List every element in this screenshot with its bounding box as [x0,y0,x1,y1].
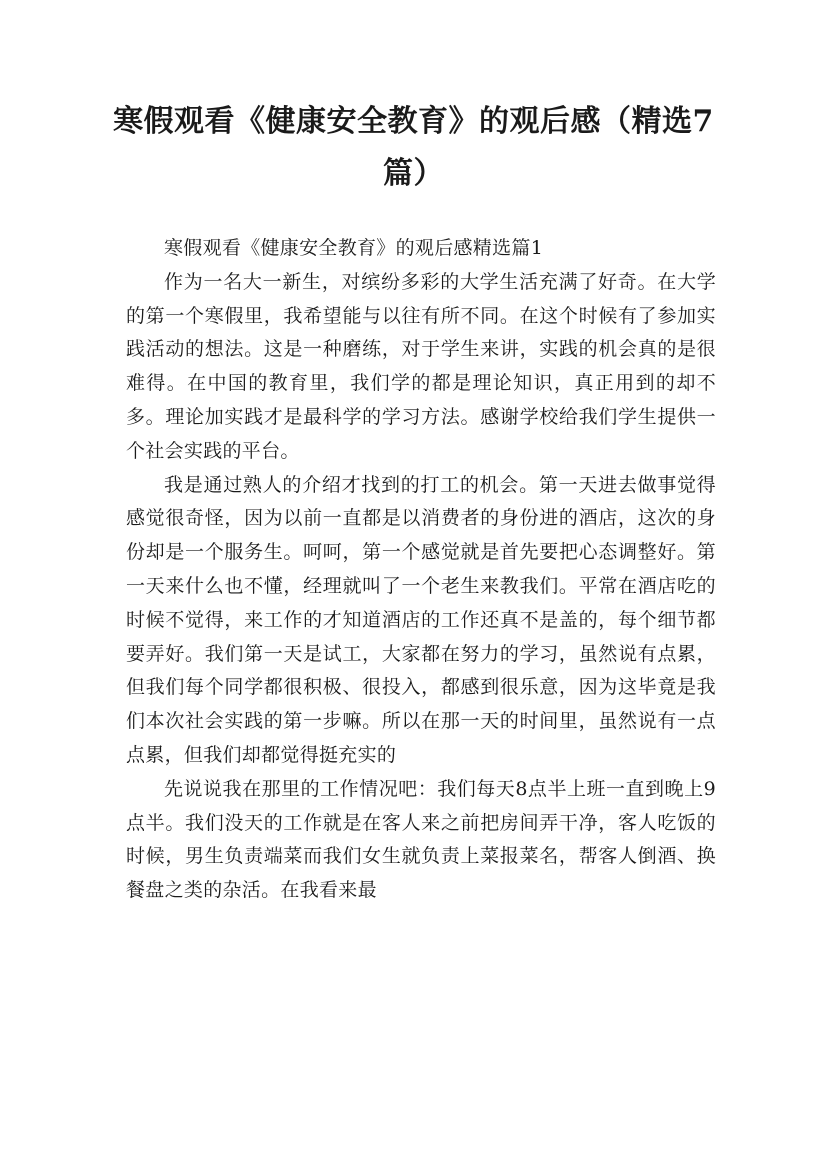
body-paragraph: 作为一名大一新生，对缤纷多彩的大学生活充满了好奇。在大学的第一个寒假里，我希望能与以往有所不同。在这个时候有了参加实践活动的想法。这是一种磨练，对于学生来讲，实践的机会真的是很难得。在中国的教育里，我们学的都是理论知识，真正用到的却不多。理论加实践才是最科学的学习方法。感谢学校给我们学生提供一个社会实践的平台。 [126,270,716,462]
body-paragraph: 我是通过熟人的介绍才找到的打工的机会。第一天进去做事觉得感觉很奇怪，因为以前一直都是以消费者的身份进的酒店，这次的身份却是一个服务生。呵呵，第一个感觉就是首先要把心态调整好。第一天来什么也不懂，经理就叫了一个老生来教我们。平常在酒店吃的时候不觉得，来工作的才知道酒店的工作还真不是盖的，每个细节都要弄好。我们第一天是试工，大家都在努力的学习，虽然说有点累，但我们每个同学都很积极、很投入，都感到很乐意，因为这毕竟是我们本次社会实践的第一步嘛。所以在那一天的时间里，虽然说有一点点累，但我们却都觉得挺充实的 [126,473,716,766]
document-body [126,232,716,908]
body-paragraph: 先说说我在那里的工作情况吧：我们每天8点半上班一直到晚上9点半。我们没天的工作就是在客人来之前把房间弄干净，客人吃饭的时候，男生负责端菜而我们女生就负责上菜报菜名，帮客人倒酒、换餐盘之类的杂活。在我看来最 [126,777,716,902]
document-title: 寒假观看《健康安全教育》的观后感（精选7篇） [113,104,714,191]
section-heading: 寒假观看《健康安全教育》的观后感精选篇1 [164,237,544,259]
